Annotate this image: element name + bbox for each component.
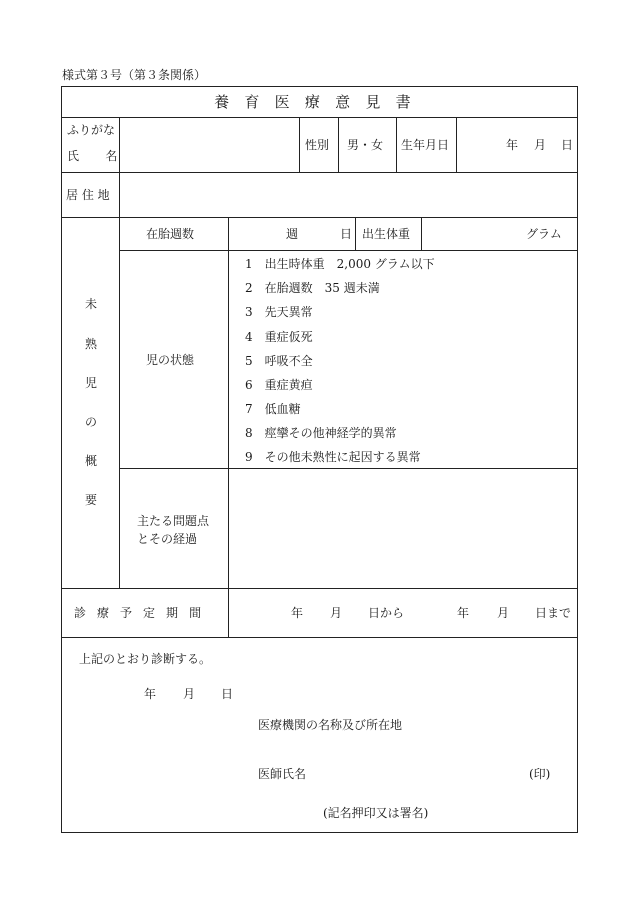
condition-label: 児の状態 bbox=[146, 353, 195, 367]
divider bbox=[61, 588, 578, 589]
divider bbox=[61, 117, 578, 118]
divider bbox=[299, 117, 300, 172]
condition-item: 7 低血糖 bbox=[245, 402, 301, 416]
dob-year: 年 bbox=[506, 138, 519, 152]
dob-month: 月 bbox=[534, 138, 547, 152]
furigana-label: ふりがな bbox=[67, 123, 116, 137]
divider bbox=[61, 172, 578, 173]
overview-char: 児 bbox=[85, 376, 98, 390]
condition-item: 5 呼吸不全 bbox=[245, 354, 313, 368]
period-from-year: 年 bbox=[291, 606, 304, 620]
condition-item: 6 重症黄疸 bbox=[245, 378, 313, 392]
problems-label-line2: とその経過 bbox=[137, 532, 198, 546]
sex-value[interactable]: 男・女 bbox=[347, 138, 384, 152]
dob-label: 生年月日 bbox=[401, 138, 450, 152]
divider bbox=[119, 117, 120, 588]
divider bbox=[456, 117, 457, 172]
divider bbox=[338, 117, 339, 172]
institution-label: 医療機関の名称及び所在地 bbox=[258, 718, 403, 732]
doctor-label: 医師氏名 bbox=[258, 767, 307, 781]
divider bbox=[396, 117, 397, 172]
form-title: 養 育 医 療 意 見 書 bbox=[214, 93, 416, 111]
dob-day: 日 bbox=[561, 138, 574, 152]
treatment-period-label: 診 療 予 定 期 間 bbox=[74, 606, 205, 620]
address-label: 居 住 地 bbox=[66, 188, 110, 202]
overview-char: の bbox=[85, 415, 98, 429]
period-to-month: 月 bbox=[497, 606, 510, 620]
period-to-year: 年 bbox=[457, 606, 470, 620]
sign-year: 年 bbox=[144, 687, 157, 701]
seal-label: (印) bbox=[529, 767, 551, 781]
overview-char: 未 bbox=[85, 297, 98, 311]
divider bbox=[355, 217, 356, 250]
condition-item: 3 先天異常 bbox=[245, 305, 313, 319]
sign-day: 日 bbox=[221, 687, 234, 701]
birth-weight-label: 出生体重 bbox=[362, 227, 411, 241]
divider bbox=[421, 217, 422, 250]
condition-item: 1 出生時体重 2,000 グラム以下 bbox=[245, 257, 435, 271]
diagnosis-statement: 上記のとおり診断する。 bbox=[79, 652, 212, 666]
overview-char: 概 bbox=[85, 454, 98, 468]
overview-char: 要 bbox=[85, 493, 98, 507]
divider bbox=[228, 217, 229, 637]
gestation-day: 日 bbox=[340, 227, 353, 241]
condition-item: 8 痙攣その他神経学的異常 bbox=[245, 426, 397, 440]
birth-weight-unit: グラム bbox=[526, 227, 562, 241]
divider bbox=[61, 217, 578, 218]
divider bbox=[61, 637, 578, 638]
condition-item: 4 重症仮死 bbox=[245, 330, 313, 344]
form-number: 様式第３号（第３条関係） bbox=[62, 68, 207, 82]
name-label: 氏 名 bbox=[67, 149, 125, 163]
divider bbox=[119, 250, 578, 251]
sex-label: 性別 bbox=[305, 138, 330, 152]
gestation-week: 週 bbox=[286, 227, 299, 241]
condition-item: 2 在胎週数 35 週未満 bbox=[245, 281, 380, 295]
problems-label-line1: 主たる問題点 bbox=[137, 514, 210, 528]
condition-item: 9 その他未熟性に起因する異常 bbox=[245, 450, 421, 464]
gestation-label: 在胎週数 bbox=[146, 227, 195, 241]
period-to-suffix: 日まで bbox=[535, 606, 572, 620]
signature-note: (記名押印又は署名) bbox=[323, 806, 429, 820]
overview-char: 熟 bbox=[85, 337, 98, 351]
divider bbox=[119, 468, 578, 469]
period-from-month: 月 bbox=[330, 606, 343, 620]
period-from-suffix: 日から bbox=[368, 606, 405, 620]
sign-month: 月 bbox=[183, 687, 196, 701]
